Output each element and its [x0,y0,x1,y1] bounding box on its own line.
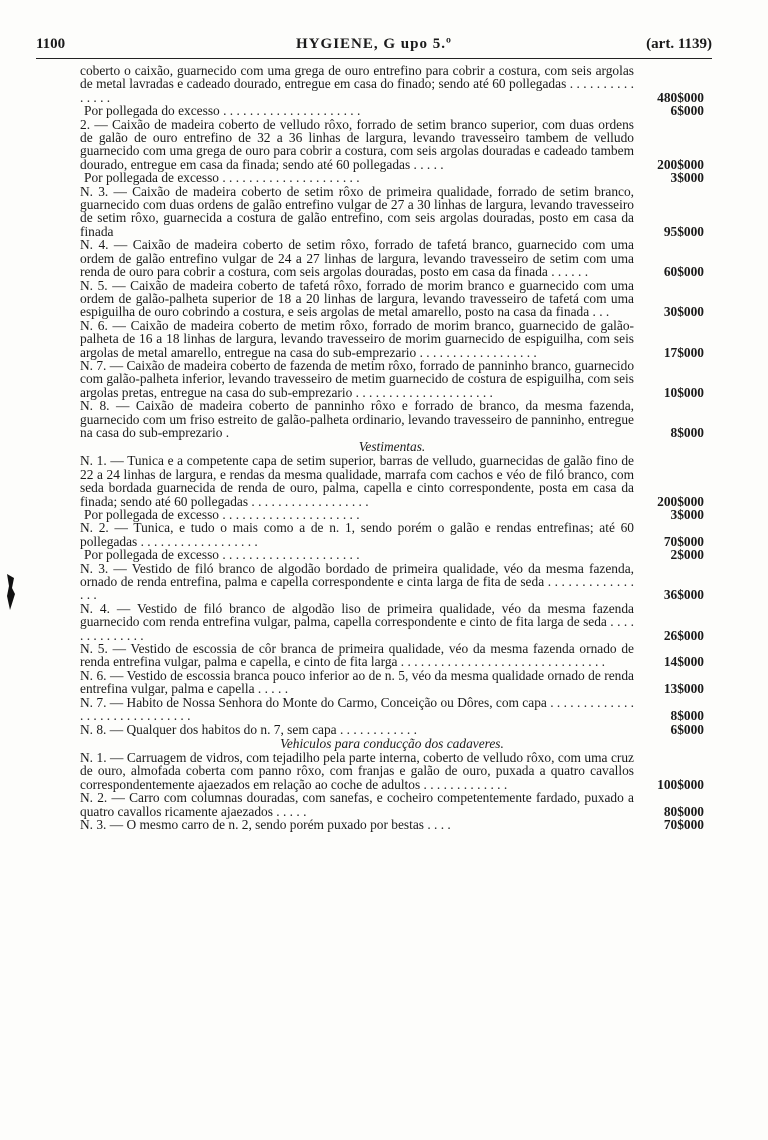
price-entry [80,64,704,104]
entry-description: N. 3. — Caixão de madeira coberto de setim rôxo de primeira qualidade, forrado de setim branco, guarnecido com duas ordens de galão entrefino vulgar de 27 a 30 linhas de largura, levando travesseiro de setim rôxo, guarnecida a costura de galão entrefino, com seis argolas douradas, posto em casa da finada [80,183,634,239]
price-entry [80,669,704,696]
price-entry [80,185,704,239]
entry-description: N. 7. — Habito de Nossa Senhora do Monte do Carmo, Conceição ou Dôres, com capa . . . . . . . . . . . . . . . . . . . . . . . . . . . . . . [80,694,634,724]
entry-description: coberto o caixão, guarnecido com uma grega de ouro entrefino para cobrir a costura, com seis argolas de metal lavradas e cadeado dourado, entregue em casa do finado; sendo até 60 pollegadas . . . . . . . . . . . . . . . [80,63,634,105]
article-reference: (art. 1139) [646,36,712,52]
price-entry [80,279,704,319]
entry-description: N. 2. — Tunica, e tudo o mais como a de n. 1, sendo porém o galão e rendas entrefinas; até 60 pollegadas . . . . . . . . . . . . . . . . . . [80,520,634,549]
entry-description: N. 6. — Caixão de madeira coberto de metim rôxo, forrado de morim branco, guarnecido de galão-palheta de 16 a 18 linhas de largura, levando travesseiro de morim guarnecido de espiguilha, com seis argolas de metal amarello, entregue na casa do sub-emprezario . . . . . . . . . . . . . . . . . . [80,317,634,360]
running-title: HYGIENE, G upo 5.º [296,36,452,52]
entry-price: 8$000 [670,424,704,440]
price-entry [80,508,704,521]
entry-price: 100$000 [657,776,704,792]
section-heading-vestimentas: Vestimentas. [358,439,426,455]
document-body [80,64,704,831]
price-entry [80,548,704,561]
entry-description: N. 3. — Vestido de filó branco de algodão bordado de primeira qualidade, véo da mesma fazenda, ornado de renda entrefina, palma e capella correspondente e cinta larga de fita de seda . . . . . . . . . . . . . . . . [80,560,634,603]
entry-description: 2. — Caixão de madeira coberto de velludo rôxo, forrado de setim branco superior, com duas ordens de galão de ouro entrefino de 32 a 36 linhas de largura, levando travesseiro tambem de velludo guarnecido com uma grega de ouro para cobrir a costura, com seis argolas douradas e cadeado tambem dourado, entregue em casa da finada; sendo até 60 pollegadas . . . . . [80,116,634,172]
entry-price: 13$000 [663,681,704,697]
price-entry [80,602,704,642]
entry-price: 3$000 [670,170,704,186]
price-entry [80,359,704,399]
entry-description: N. 3. — O mesmo carro de n. 2, sendo porém puxado por bestas . . . . [80,816,451,832]
price-entry [80,238,704,278]
entry-price: 60$000 [663,264,704,280]
price-entry [80,399,704,439]
price-entry [80,751,704,791]
entry-price: 3$000 [670,507,704,522]
entry-price: 17$000 [663,344,704,360]
price-entry [80,818,704,831]
price-entry [80,723,704,736]
entry-price: 6$000 [670,721,704,737]
running-header [36,34,712,59]
entry-description: N. 1. — Tunica e a competente capa de setim superior, barras de velludo, guarnecidas de galão fino de 22 a 24 linhas de largura, e rendas da mesma qualidade, marrafa com cachos e véo de filó branco, com seda bordada guarnecida de renda de ouro, palma, capella e cinto correspondente, posta em casa da finada; sendo até 60 pollegadas . . . . . . . . . . . . . . . . . . [80,453,634,509]
page-number: 1100 [36,36,66,52]
entry-description: N. 8. — Qualquer dos habitos do n. 7, sem capa . . . . . . . . . . . . [80,721,417,737]
entry-price: 480$000 [657,89,704,105]
entry-description: N. 1. — Carruagem de vidros, com tejadilho pela parte interna, coberto de velludo rôxo, com uma cruz de ouro, almofada coberta com panno rôxo, com franjas e galão de ouro, puxada a quatro cavallos correspondentemente ajaezados em relação ao coche de adultos . . . . . . . . . . . . . [80,749,634,792]
entry-price: 30$000 [663,304,704,320]
entry-description: Por pollegada de excesso . . . . . . . . . . . . . . . . . . . . . [84,547,360,563]
price-entry [80,171,704,184]
entry-price: 70$000 [663,816,704,832]
entry-price: 14$000 [663,654,704,670]
price-entry [80,104,704,117]
entry-description: N. 4. — Caixão de madeira coberto de setim rôxo, forrado de tafetá branco, guarnecido com uma ordem de galão entrefino vulgar de 24 a 27 linhas de largura, levando travesseiro de setim com uma renda de ouro para cobrir a costura, com seis argolas douradas, posto em casa da finada . . . . . . [80,237,634,280]
entry-description: N. 5. — Caixão de madeira coberto de tafetá rôxo, forrado de morim branco e guarnecido com uma ordem de galão-palheta superior de 18 a 20 linhas de largura, levando travesseiro de tafetá com uma espiguilha de ouro cobrindo a costura, e seis argolas de metal amarello, posto na casa da finada . . . [80,277,634,320]
price-entry [80,319,704,359]
entry-description: N. 4. — Vestido de filó branco de algodão liso de primeira qualidade, véo da mesma fazenda guarnecido com renda entrefina vulgar, palma, capella correspondente e cinto de fita larga de seda . . . . . . . . . . . . . . [80,600,634,643]
entry-description: N. 5. — Vestido de escossia de côr branca de primeira qualidade, véo da mesma fazenda ornado de renda entrefina vulgar, palma e capella, e cinto de fita larga . . . . . . . . . . . . . . . . . . . . . . . . . . . . . . . [80,641,634,670]
entry-price: 70$000 [663,533,704,549]
price-entry [80,454,704,508]
price-entry [80,791,704,818]
price-entry [80,521,704,548]
price-entry [80,696,704,723]
entry-description: Por pollegada de excesso . . . . . . . . . . . . . . . . . . . . . [84,507,360,522]
entry-price: 26$000 [663,627,704,643]
entry-description: N. 6. — Vestido de escossia branca pouco inferior ao de n. 5, véo da mesma qualidade ornado de renda entrefina vulgar, palma e capella . . . . . [80,667,634,697]
entry-description: Por pollegada do excesso . . . . . . . . . . . . . . . . . . . . . [84,103,361,119]
price-entry [80,562,704,602]
price-entry [80,642,704,669]
entry-description: Por pollegada de excesso . . . . . . . . . . . . . . . . . . . . . [84,170,360,186]
entry-price: 80$000 [663,803,704,819]
entry-price: 2$000 [670,547,704,563]
entry-description: N. 7. — Caixão de madeira coberto de fazenda de metim rôxo, forrado de panninho branco, guarnecido com galão-palheta inferior, levando travesseiro de metim guarnecido de costura de espiguilha, com seis argolas pretas, entregue na casa do sub-emprezario . . . . . . . . . . . . . . . . . . . . . [80,357,635,400]
entry-price: 6$000 [670,103,704,119]
price-entry [80,118,704,172]
entry-description: N. 8. — Caixão de madeira coberto de panninho rôxo e forrado de branco, da mesma fazenda, guarnecido com um friso estreito de galão-palheta ordinario, levando travesseiro de panninho, entregue na casa do sub-emprezario . [80,398,634,440]
entry-price: 200$000 [657,156,704,172]
entry-price: 8$000 [670,708,704,724]
entry-price: 10$000 [663,384,704,400]
entry-price: 200$000 [657,493,704,509]
entry-price: 36$000 [663,587,704,603]
margin-ink-mark [4,572,18,612]
entry-price: 95$000 [663,223,704,239]
section-heading-vehiculos: Vehiculos para conducção dos cadaveres. [280,735,504,751]
entry-description: N. 2. — Carro com columnas douradas, com sanefas, e cocheiro competentemente fardado, puxado a quatro cavallos ricamente ajaezados . . . . . [80,790,634,819]
